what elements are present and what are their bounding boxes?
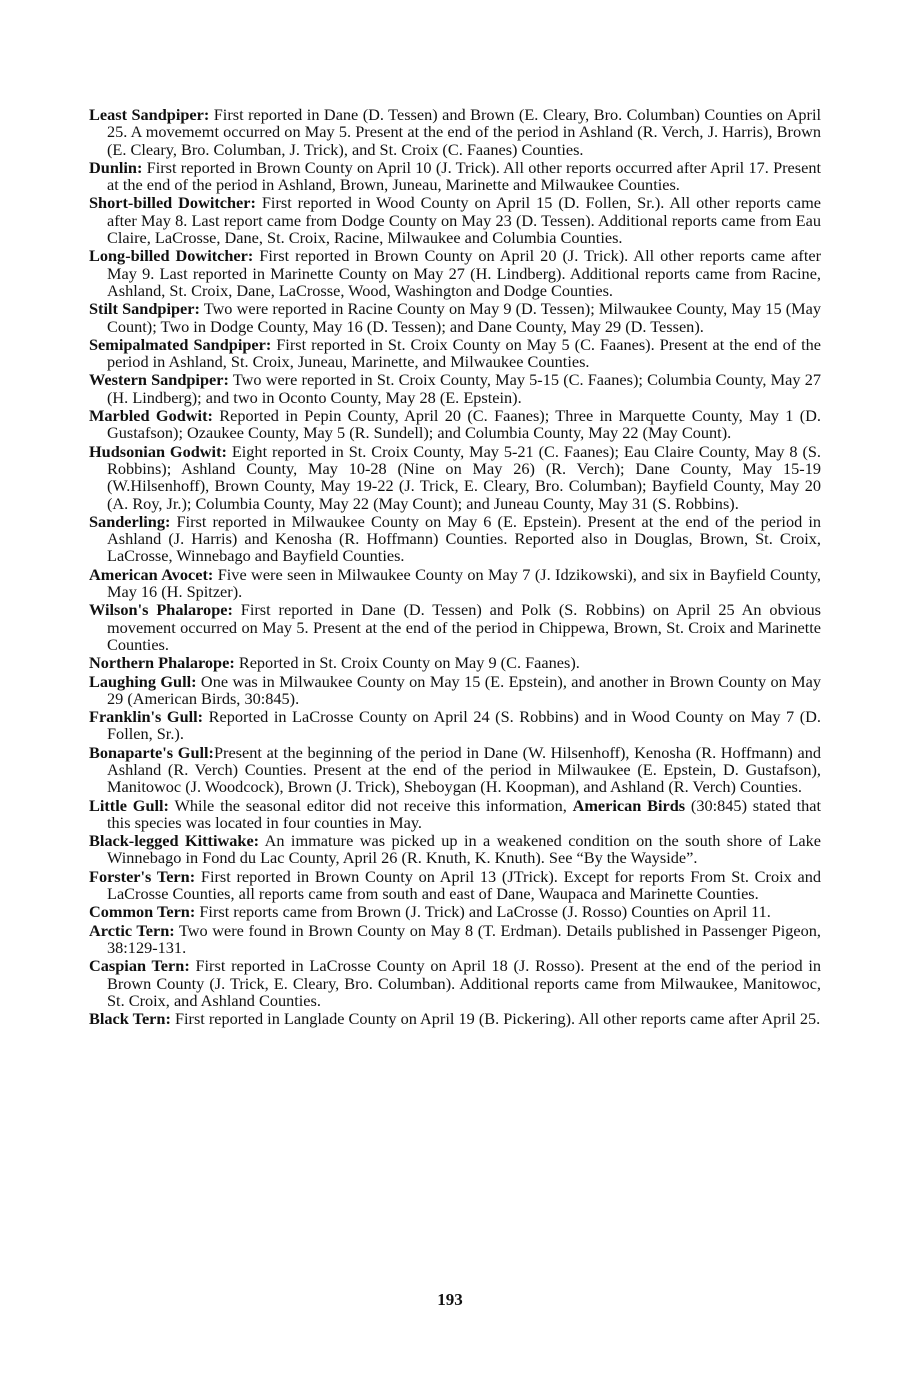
species-account-continued: (30:845) stated that this species was located in four counties in May. [107, 795, 821, 832]
species-entry [89, 832, 821, 867]
species-account: Present at the beginning of the period in Dane (W. Hilsenhoff), Kenosha (R. Hoffmann) and Ashland (R. Verch) Counties. Present at the end of the period in Milwaukee (E. Epstein, D. Gustafson), Manitowoc (J. Woodcock), Brown (J. Trick), Sheboygan (H. Koopman), and Ashland (R. Verch) Counties. [107, 742, 822, 797]
species-account: While the seasonal editor did not receive this information, [168, 795, 573, 815]
species-entry [89, 443, 821, 512]
page-number: 193 [437, 1290, 463, 1309]
species-entry [89, 336, 821, 371]
species-entry [89, 903, 821, 920]
species-name: Hudsonian Godwit: [89, 441, 227, 461]
species-list [89, 106, 821, 1028]
species-name: Little Gull: [89, 795, 169, 815]
publication-title: American Birds [572, 795, 686, 815]
species-entry [89, 159, 821, 194]
species-name: Sanderling: [89, 511, 171, 531]
species-entry [89, 654, 821, 671]
species-account: Two were reported in St. Croix County, May 5-15 (C. Faanes); Columbia County, May 27 (H. Lindberg); and two in Oconto County, May 28 (E. Epstein). [107, 370, 821, 407]
species-name: Marbled Godwit: [89, 406, 213, 426]
species-account: First reports came from Brown (J. Trick) and LaCrosse (J. Rosso) Counties on April 11. [195, 902, 771, 922]
species-name: Least Sandpiper: [89, 105, 210, 124]
species-name: Forster's Tern: [89, 866, 196, 886]
species-account: First reported in Milwaukee County on May 6 (E. Epstein). Present at the end of the period in Ashland (J. Harris) and Kenosha (R. Hoffmann) Counties. Reported also in Douglas, Brown, St. Croix, LaCrosse, Winnebago and Bayfield Counties. [107, 511, 821, 566]
species-name: Stilt Sandpiper: [89, 299, 200, 319]
species-entry [89, 247, 821, 299]
species-account: Two were found in Brown County on May 8 (T. Erdman). Details published in Passenger Pigeon, 38:129-131. [107, 920, 821, 957]
species-account: First reported in Brown County on April 13 (JTrick). Except for reports From St. Croix and LaCrosse Counties, all reports came from south and east of Dane, Waupaca and Marinette Counties. [107, 866, 822, 904]
species-entry [89, 300, 821, 335]
species-entry [89, 194, 821, 246]
species-name: Black Tern: [89, 1009, 171, 1029]
species-name: Caspian Tern: [89, 956, 190, 976]
species-name: Arctic Tern: [89, 920, 175, 940]
species-entry [89, 1010, 821, 1027]
species-entry [89, 566, 821, 601]
species-name: Bonaparte's Gull: [89, 742, 214, 762]
species-entry [89, 513, 821, 565]
species-account: Five were seen in Milwaukee County on May 7 (J. Idzikowski), and six in Bayfield County, May 16 (H. Spitzer). [107, 564, 821, 602]
species-account: First reported in LaCrosse County on April 18 (J. Rosso). Present at the end of the period in Brown County (J. Trick, E. Cleary, Bro. Columban). Additional reports came from Milwaukee, Manitowoc, St. Croix, and Ashland Counties. [107, 956, 822, 1010]
species-entry [89, 708, 821, 743]
species-account: First reported in Brown County on April 20 (J. Trick). All other reports came after May 9. Last reported in Marinette County on May 27 (H. Lindberg). Additional reports came from Racine, Ashland, St. Croix, Dane, LaCrosse, Wood, Washington and Dodge Counties. [107, 246, 821, 300]
species-account: Reported in Pepin County, April 20 (C. Faanes); Three in Marquette County, May 1 (D. Gustafson); Ozaukee County, May 5 (R. Sundell); and Columbia County, May 22 (May Count). [107, 406, 821, 443]
species-account: Reported in LaCrosse County on April 24 (S. Robbins) and in Wood County on May 7 (D. Follen, Sr.). [107, 707, 821, 744]
species-entry [89, 797, 821, 832]
species-entry [89, 744, 821, 796]
species-name: Western Sandpiper: [89, 370, 229, 390]
species-name: American Avocet: [89, 564, 214, 584]
species-name: Common Tern: [89, 902, 196, 922]
species-name: Laughing Gull: [89, 671, 197, 691]
species-account: First reported in Langlade County on April 19 (B. Pickering). All other reports came after April 25. [170, 1009, 821, 1029]
species-account: First reported in Dane (D. Tessen) and Polk (S. Robbins) on April 25 An obvious movement occurred on May 5. Present at the end of the period in Chippewa, Brown, St. Croix and Marinette Counties. [107, 600, 821, 654]
species-entry [89, 106, 821, 158]
species-name: Short-billed Dowitcher: [89, 193, 256, 213]
species-name: Wilson's Phalarope: [89, 600, 233, 620]
species-entry [89, 371, 821, 406]
species-account: First reported in St. Croix County on May 5 (C. Faanes). Present at the end of the period in Ashland, St. Croix, Juneau, Marinette, and Milwaukee Counties. [107, 334, 821, 372]
species-account: An immature was picked up in a weakened condition on the south shore of Lake Winnebago in Fond du Lac County, April 26 (R. Knuth, K. Knuth). See “By the Wayside”. [107, 831, 821, 868]
species-entry [89, 957, 821, 1009]
species-entry [89, 868, 821, 903]
species-entry [89, 601, 821, 653]
species-entry [89, 673, 821, 708]
species-account: First reported in Dane (D. Tessen) and Brown (E. Cleary, Bro. Columban) Counties on April 25. A movememt occurred on May 5. Present at the end of the period in Ashland (R. Verch, J. Harris), Brown (E. Cleary, Bro. Columban, J. Trick), and St. Croix (C. Faanes) Counties. [107, 105, 821, 159]
species-account: First reported in Wood County on April 15 (D. Follen, Sr.). All other reports came after May 8. Last report came from Dodge County on May 23 (D. Tessen). Additional reports came from Eau Claire, LaCrosse, Dane, St. Croix, Racine, Milwaukee and Columbia Counties. [107, 193, 821, 248]
species-account: One was in Milwaukee County on May 15 (E. Epstein), and another in Brown County on May 29 (American Birds, 30:845). [107, 671, 821, 708]
species-name: Franklin's Gull: [89, 707, 204, 727]
species-account: Eight reported in St. Croix County, May 5-21 (C. Faanes); Eau Claire County, May 8 (S. Robbins); Ashland County, May 10-28 (Nine on May 26) (R. Verch); Dane County, May 15-19 (W.Hilsenhoff), Brown County, May 19-22 (J. Trick, E. Cleary, Bro. Columban); Bayfield County, May 20 (A. Roy, Jr.); Columbia County, May 22 (May Count); and Juneau County, May 31 (S. Robbins). [107, 441, 821, 513]
species-name: Northern Phalarope: [89, 653, 235, 673]
species-account: Two were reported in Racine County on May 9 (D. Tessen); Milwaukee County, May 15 (May Count); Two in Dodge County, May 16 (D. Tessen); and Dane County, May 29 (D. Tessen). [107, 299, 821, 336]
species-name: Black-legged Kittiwake: [89, 831, 260, 851]
species-account: Reported in St. Croix County on May 9 (C. Faanes). [234, 653, 580, 673]
species-entry [89, 922, 821, 957]
species-name: Dunlin: [89, 157, 143, 177]
species-name: Semipalmated Sandpiper: [89, 334, 272, 354]
species-name: Long-billed Dowitcher: [89, 246, 254, 266]
species-entry [89, 407, 821, 442]
species-account: First reported in Brown County on April 10 (J. Trick). All other reports occurred after April 17. Present at the end of the period in Ashland, Brown, Juneau, Marinette and Milwaukee Counties. [107, 157, 821, 195]
